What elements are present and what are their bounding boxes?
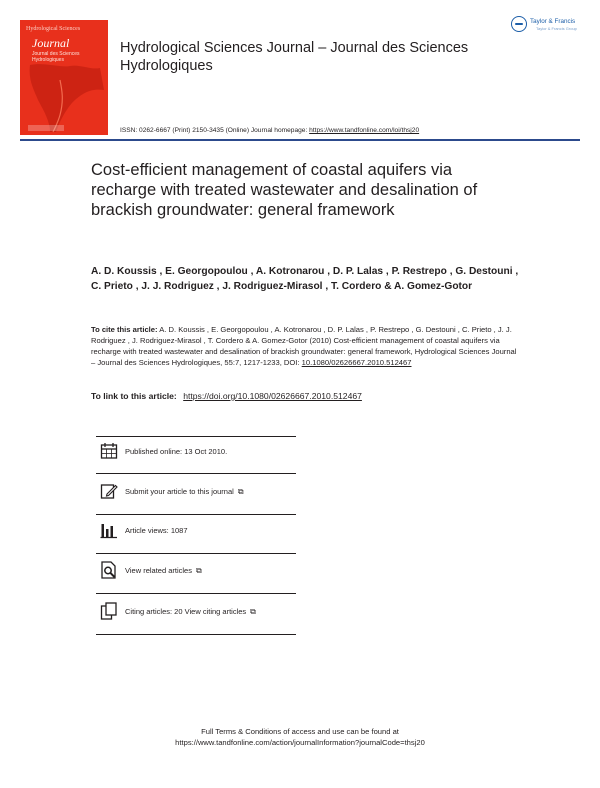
search-document-icon xyxy=(100,561,118,579)
submit-article-link[interactable] xyxy=(125,487,244,497)
author-list: A. D. Koussis , E. Georgopoulou , A. Kotronarou , D. P. Lalas , P. Restrepo , G. Destouni , C. Prieto , J. J. Rodriguez , J. Rodriguez-Mirasol , T. Cordero & A. Gomez-Gotor xyxy=(91,266,519,292)
cover-map-artwork xyxy=(20,60,108,135)
header-divider xyxy=(20,139,580,141)
issn-line xyxy=(120,127,419,134)
citation-icon xyxy=(100,602,118,620)
journal-cover-image xyxy=(20,20,108,135)
submit-article-label: Submit your article to this journal xyxy=(125,487,234,496)
terms-url-link[interactable]: https://www.tandfonline.com/action/journalInformation?journalCode=thsj20 xyxy=(175,738,425,747)
article-link-label: To link to this article: xyxy=(91,391,177,401)
bar-chart-icon xyxy=(100,521,118,539)
related-articles-link[interactable] xyxy=(125,566,202,576)
terms-footer xyxy=(0,726,600,748)
external-link-icon: ⧉ xyxy=(250,607,256,616)
publisher-logo[interactable] xyxy=(511,16,583,34)
edit-icon xyxy=(100,482,118,500)
citing-articles-link[interactable] xyxy=(125,607,256,617)
cover-journal-word: Journal xyxy=(32,36,70,50)
article-views-row xyxy=(96,516,296,554)
citation-text: A. D. Koussis , E. Georgopoulou , A. Kotronarou , D. P. Lalas , P. Restrepo , G. Destouni , C. Prieto , J. J. Rodriguez , J. Rodriguez-Mirasol , T. Cordero & A. Gomez-Gotor (2010) Cost-efficient management of coastal aquifers via recharge with treated wastewater and desalination of brackish groundwater: general framework, Hydrological Sciences Journal – Journal des Sciences Hydrologiques, 55:7, 1217-1233, DOI: xyxy=(91,325,517,367)
article-title: Cost-efficient management of coastal aquifers via recharge with treated wastewater and desalination of brackish groundwater: general framework xyxy=(91,161,478,219)
cover-top-text: Hydrological Sciences xyxy=(26,26,81,32)
related-articles-row[interactable] xyxy=(96,556,296,594)
journal-title: Hydrological Sciences Journal – Journal des Sciences Hydrologiques xyxy=(120,40,469,74)
journal-homepage-link[interactable]: https://www.tandfonline.com/loi/thsj20 xyxy=(309,127,420,134)
publisher-logo-subtext: Taylor & Francis Group xyxy=(536,26,577,31)
citation-label: To cite this article: xyxy=(91,325,158,334)
external-link-icon: ⧉ xyxy=(195,566,202,575)
citation-doi-link[interactable]: 10.1080/02626667.2010.512467 xyxy=(301,358,412,367)
related-articles-label: View related articles xyxy=(125,566,192,575)
citing-articles-row[interactable] xyxy=(96,597,296,635)
article-link-line xyxy=(91,391,521,401)
external-link-icon: ⧉ xyxy=(237,487,244,496)
published-online-row xyxy=(96,436,296,474)
cover-sub-text: Journal des Sciences Hydrologiques xyxy=(32,51,80,63)
publisher-logo-text: Taylor & Francis xyxy=(530,18,576,25)
article-views-text: Article views: 1087 xyxy=(125,526,188,535)
article-doi-url[interactable]: https://doi.org/10.1080/02626667.2010.512467 xyxy=(183,391,362,401)
cover-publisher-mark xyxy=(28,125,64,131)
terms-line: Full Terms & Conditions of access and use can be found at xyxy=(201,727,399,736)
publisher-logo-icon xyxy=(511,16,527,32)
published-online-text: Published online: 13 Oct 2010. xyxy=(125,447,228,456)
citation-block xyxy=(91,324,521,368)
issn-text: ISSN: 0262-6667 (Print) 2150-3435 (Online) Journal homepage: xyxy=(120,127,308,134)
submit-article-row[interactable] xyxy=(96,477,296,515)
citing-articles-label: Citing articles: 20 View citing articles xyxy=(125,607,247,616)
calendar-icon xyxy=(100,442,118,460)
